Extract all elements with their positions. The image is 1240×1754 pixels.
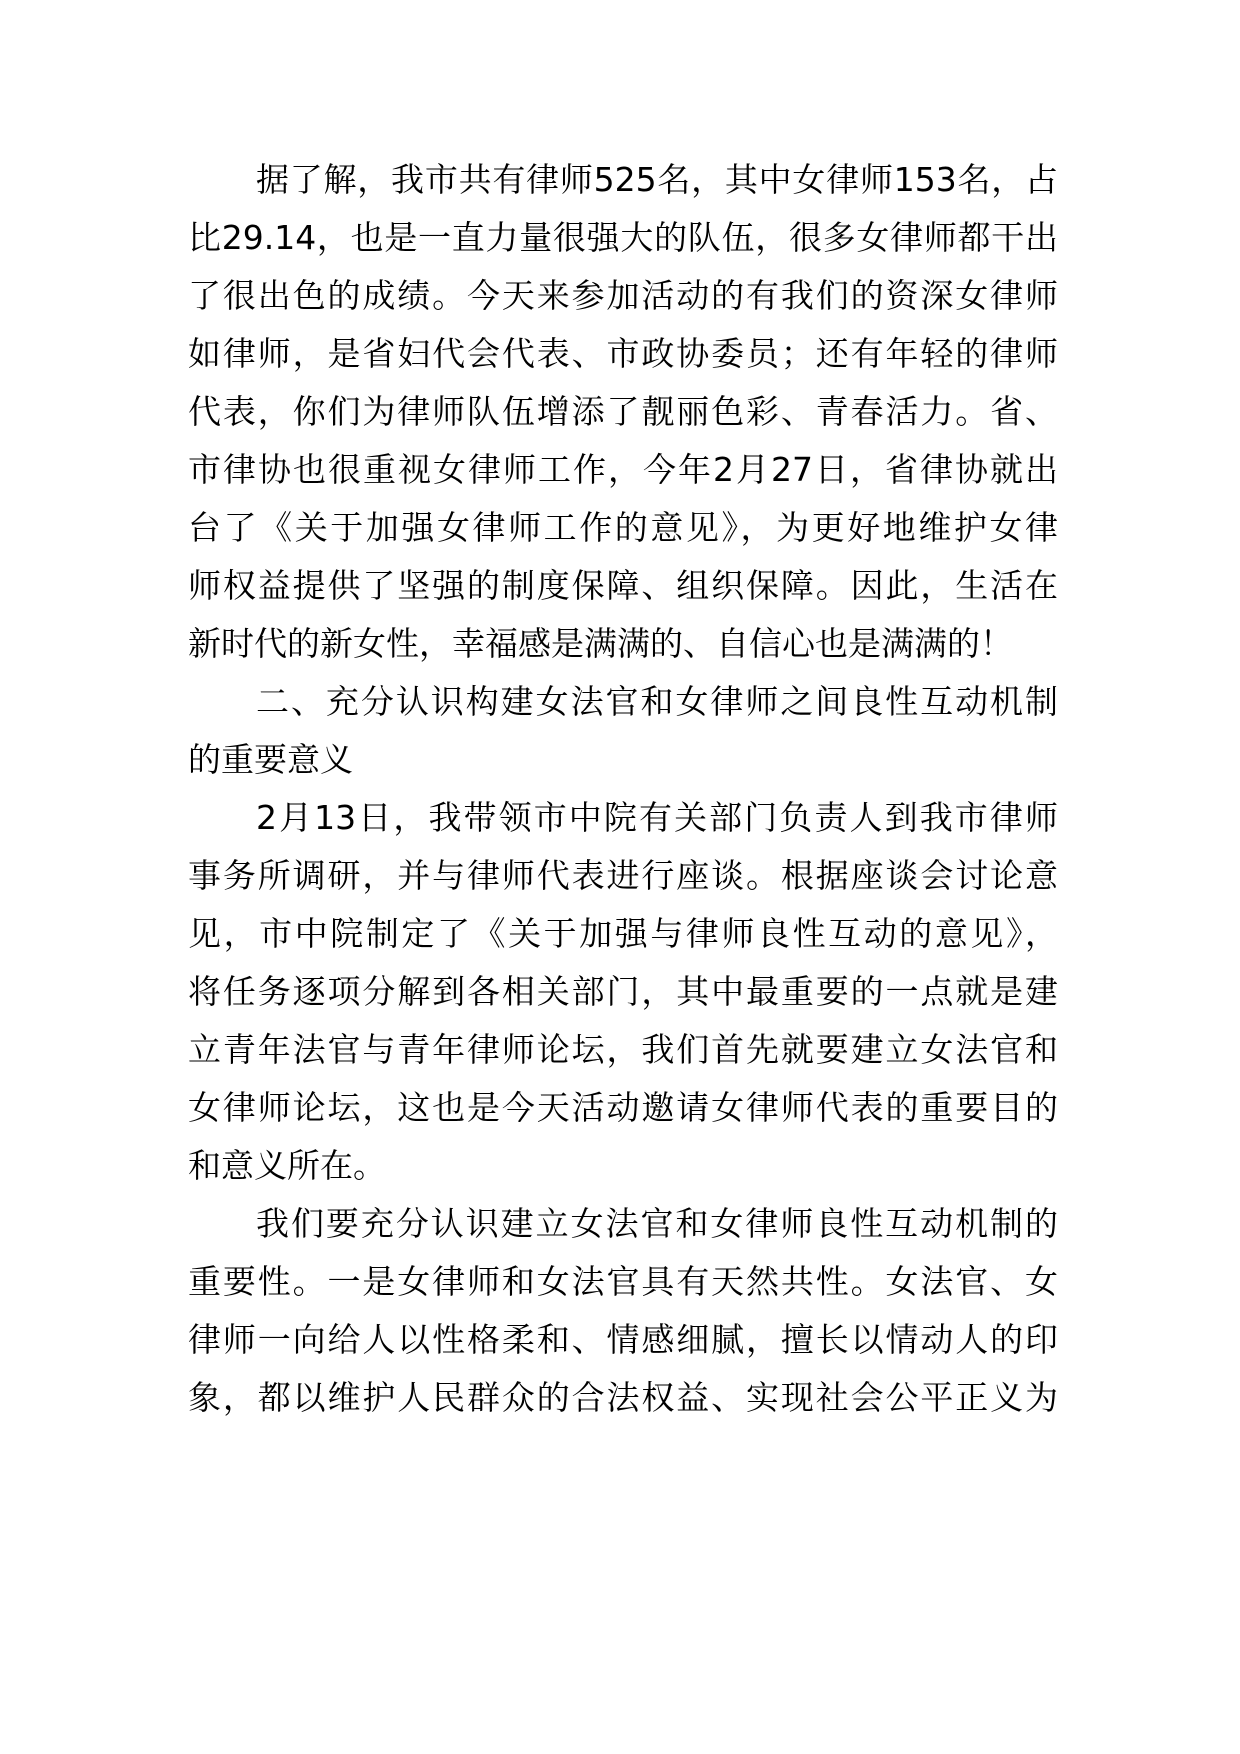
text-line-9: 新时代的新女性，幸福感是满满的、自信心也是满满的！ (188, 624, 1013, 663)
text-line-16: 立青年法官与青年律师论坛，我们首先就要建立女法官和 (188, 1030, 1058, 1069)
text-line-21: 律师一向给人以性格柔和、情感细腻，擅长以情动人的印 (188, 1320, 1058, 1359)
text-line-22: 象，都以维护人民群众的合法权益、实现社会公平正义为 (188, 1378, 1058, 1417)
text-line-17: 女律师论坛，这也是今天活动邀请女律师代表的重要目的 (188, 1088, 1058, 1127)
text-line-8: 师权益提供了坚强的制度保障、组织保障。因此，生活在 (188, 566, 1058, 605)
text-line-13: 事务所调研，并与律师代表进行座谈。根据座谈会讨论意 (188, 856, 1058, 895)
text-line-5: 代表，你们为律师队伍增添了靓丽色彩、青春活力。省、 (188, 392, 1058, 431)
text-line-19: 我们要充分认识建立女法官和女律师良性互动机制的 (256, 1204, 1058, 1243)
section-heading-line-1: 二、充分认识构建女法官和女律师之间良性互动机制 (256, 682, 1058, 721)
text-line-4: 如律师，是省妇代会代表、市政协委员；还有年轻的律师 (188, 334, 1058, 373)
text-line-6: 市律协也很重视女律师工作，今年2月27日，省律协就出 (188, 450, 1058, 489)
text-line-18: 和意义所在。 (188, 1146, 386, 1185)
text-line-3: 了很出色的成绩。今天来参加活动的有我们的资深女律师 (188, 276, 1058, 315)
text-line-20: 重要性。一是女律师和女法官具有天然共性。女法官、女 (188, 1262, 1058, 1301)
text-line-7: 台了《关于加强女律师工作的意见》，为更好地维护女律 (188, 508, 1058, 547)
text-line-14: 见，市中院制定了《关于加强与律师良性互动的意见》， (188, 914, 1058, 953)
section-heading-line-2: 的重要意义 (188, 740, 353, 779)
text-line-15: 将任务逐项分解到各相关部门，其中最重要的一点就是建 (188, 972, 1058, 1011)
text-line-12: 2月13日，我带领市中院有关部门负责人到我市律师 (256, 798, 1058, 837)
text-line-2: 比29.14，也是一直力量很强大的队伍，很多女律师都干出 (188, 218, 1058, 257)
text-line-1: 据了解，我市共有律师525名，其中女律师153名，占 (256, 160, 1058, 199)
